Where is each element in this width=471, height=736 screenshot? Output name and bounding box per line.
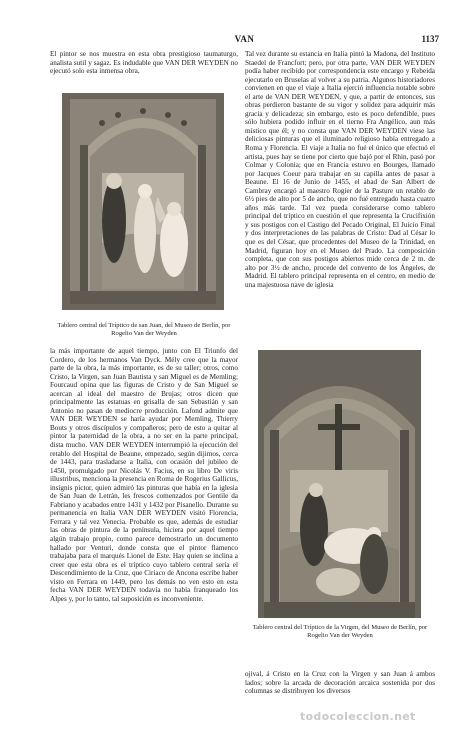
right-column-top-text — [245, 50, 435, 289]
running-header — [50, 34, 439, 46]
paragraph: la más importante de aquel tiempo, junto con El Triunfo del Cordero, de los hermanos Van Dyck. Mély cree que la mayor parte de la obra, la más importante, es de su taller; otros, como Cristo, la Virgen, san Juan Bautista y san Miguel es de Memling; Fourcaud opina que las figuras de Cristo y de San Miguel se acercan al ideal del maestro de Brujas; otros dicen que principalmente las estatuas en grisalla de san Sebastián y san Antonio no pasan de mediocre producción. Lafond admite que VAN DER WEYDEN se haría ayudar por Memling, Thierry Bouts y otros discípulos y compañeros; pero de esto a quitar al pintor la paternidad de la obra, a no ser en la parte principal, dista mucho. VAN DER WEYDEN interrumpió la ejecución del retablo del Hospital de Beaune, empezado, según dijimos, cerca de 1443, para trasladarse a Italia, con ocasión del jubileo de 1450, promulgado por Nicolás V. Facius, en su libro De viris illustribus, menciona la presencia en Roma de Rogerius Gallicus, insignis pictor, quien admiró las pinturas que había en la iglesia de San Juan de Letrán, les frescos comenzados por Gentile da Fabriano y acabados entre 1431 y 1432 por Pisanello. Durante su permanencia en Italia VAN DER WEYDEN visitó Florencia, Ferrara y tal vez Venecia. Probable es que, además de estudiar las obras de pintura de la península, hiciera por aquel tiempo algún trabajo propio, como parece demostrarlo un documento hallado por Venturi, donde consta que el pintor flamenco trabajaba para el marqués Lionel de Este. Hay quien se inclina a creer que esta obra es el tríptico cuyo tablero central sería el Descendimiento de la Cruz, que Ciriaco de Ancona escribe haber visto en Ferrara en 1449, pero los demás no ven esto en esta fecha VAN DER WEYDEN todavía no había franqueado los Alpes y, por lo tanto, tal suposición es inconveniente. — [50, 347, 238, 603]
paragraph: Tal vez durante su estancia en Italia pintó la Madona, del Instituto Staedel de Francfort; pero, por otra parte, VAN DER WEYDEN podía haber recibido por correspondencia este encargo y Rebeida ejecutarlo en Bruselas al volver a su patria. Algunos historiadores convienen en que el viaje a Italia ejerció influencia notable sobre el arte de VAN DER WEYDEN, y que, a partir de entonces, sus obras perdieron bastante de su vigor y solidez para adquirir más gracia y delicadeza; sin embargo, esto es poco defendible, pues sólo hubiera podido influir en el tierno Fra Angélico, aun más místico que él; y no consta que VAN DER WEYDEN viese las deliciosas pinturas que el iluminado religioso había entregado a Roma y Florencia. El viaje a Italia no fué el único que efectuó el artista, pues hay se tiene por cierto que bajó por el Rhin, pasó por Colmar y Colonia; que en Francia estuvo en Bourges, llamado por Jacques Coeur para trabajar en su capilla antes de pasar a Beaune. El 16 de Junio de 1455, el abad de San Albert de Cambray encargó al maestro Rogier de la Pasture un retablo de 6½ pies de alto por 5 de ancho, que no fué entregado hasta cuatro años más tarde. Tal vez pueda considerarse como tablero principal del tríptico en cuestión el que representa la Crucifixión y sus postigos con el Castigo del Pecado Original, El Juicio Final y dos interpretaciones de las palabras de Cristo: Dad al César lo que es del César, que procedentes del Museo de la Trinidad, en Madrid, figuran hoy en el Museo del Prado. La composición completa, que con sus postigos abiertos mide cerca de 2 m. de alto por 3½ de ancho, procede del convento de los Ángeles, de Madrid. El tablero principal representa en el centro, en medio de una majestuosa nave de iglesia — [245, 50, 435, 289]
left-column-top-text — [50, 50, 238, 76]
plate-triptych-virgin — [258, 350, 421, 618]
paragraph: ojival, á Cristo en la Cruz con la Virgen y san Juan á ambos lados; sobre la arcada de decoración arcaica sostenida por dos columnas se distribuyen los diversos — [245, 670, 435, 696]
painting-pieta-image — [258, 350, 421, 618]
caption-plate-1: Tablero central del Tríptico de san Juan, del Museo de Berlín, por Rogelio Van der Weyden — [57, 322, 231, 337]
paragraph: El pintor se nos muestra en esta obra prestigioso taumaturgo, analista sutil y sagaz. Es indudable que VAN DER WEYDEN no ejecutó solo esta inmensa obra, — [50, 50, 238, 76]
watermark: todocoleccion.net — [300, 710, 416, 723]
page-number: 1137 — [421, 34, 439, 44]
plate-triptych-saint-john — [62, 93, 224, 310]
right-column-bottom-text — [245, 670, 435, 696]
caption-plate-2: Tablero central del Tríptico de la Virgen, del Museo de Berlín, por Rogelio Van der Weyden — [252, 624, 428, 639]
left-column-bottom-text — [50, 347, 238, 603]
painting-baptism-image — [62, 93, 224, 310]
running-title: VAN — [234, 34, 255, 44]
